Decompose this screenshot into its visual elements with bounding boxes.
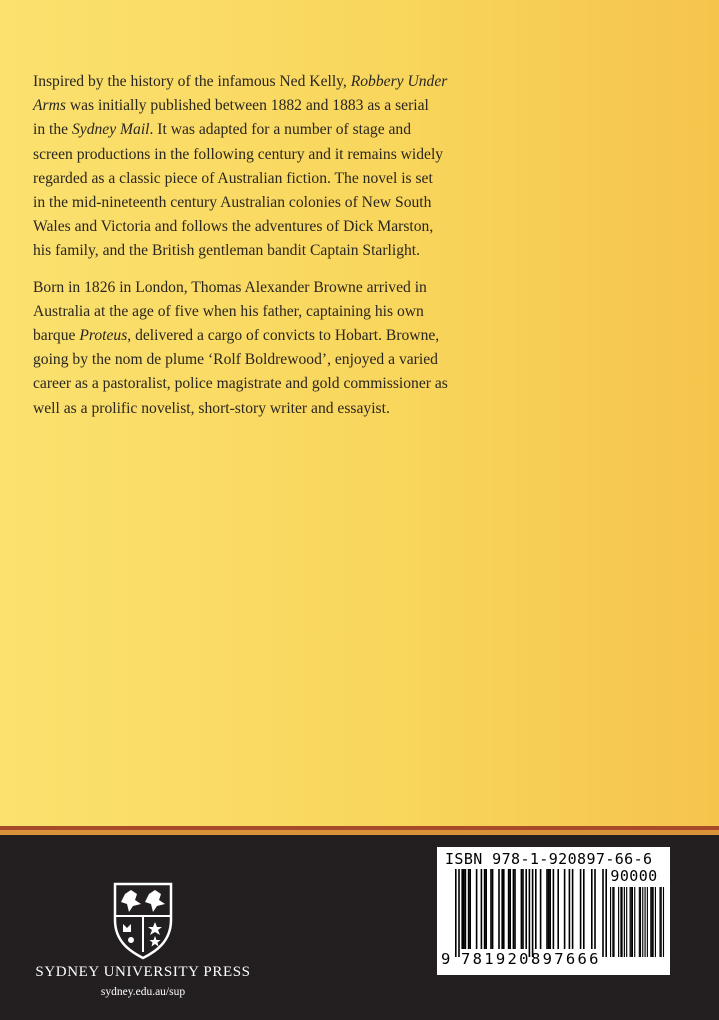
addon-bar xyxy=(624,887,625,957)
barcode-bar xyxy=(549,869,551,949)
addon-bar xyxy=(647,887,648,957)
barcode-bar xyxy=(540,869,542,949)
addon-bar xyxy=(642,887,643,957)
barcode-bar xyxy=(490,869,492,949)
publisher-url[interactable]: sydney.edu.au/sup xyxy=(100,986,186,998)
barcode-bar xyxy=(564,869,566,949)
barcode-bar xyxy=(492,869,494,949)
barcode-bar xyxy=(546,869,548,949)
italic-title: Sydney Mail xyxy=(71,121,150,139)
barcode-bar xyxy=(509,869,511,949)
addon-bar xyxy=(626,887,627,957)
barcode-bar xyxy=(508,869,510,949)
addon-bar xyxy=(653,887,654,957)
addon-bar xyxy=(650,887,651,957)
blurb-paragraph-1 xyxy=(33,70,693,264)
barcode-bar xyxy=(583,869,585,949)
addon-bar xyxy=(618,887,619,957)
blurb-line: Inspired by the history of the infamous Ned Kelly, Robbery Under xyxy=(33,73,448,90)
addon-bar xyxy=(655,887,656,957)
barcode-bar xyxy=(484,869,486,949)
blurb-line: in the mid-nineteenth century Australian colonies of New South xyxy=(33,194,432,212)
addon-bar xyxy=(631,887,632,957)
barcode-bar xyxy=(522,869,524,949)
blurb-line: Wales and Victoria and follows the adventures of Dick Marston, xyxy=(33,218,434,236)
italic-title: Arms xyxy=(33,97,66,115)
addon-bar xyxy=(634,887,635,957)
blurb-line: Born in 1826 in London, Thomas Alexander Browne arrived in xyxy=(33,278,427,296)
barcode-bar xyxy=(501,869,503,949)
blurb-line: Australia at the age of five when his father, captaining his own xyxy=(33,302,424,320)
barcode-bar xyxy=(481,869,483,949)
publisher-name: SYDNEY UNIVERSITY PRESS xyxy=(35,964,251,980)
barcode-bar xyxy=(529,869,531,957)
barcode-bar xyxy=(532,869,534,957)
barcode-bar xyxy=(513,869,515,949)
isbn-number: ISBN 978-1-920897-66-6 xyxy=(445,850,653,868)
barcode-bar xyxy=(557,869,559,949)
addon-bar xyxy=(622,887,623,957)
barcode-bar xyxy=(461,869,463,949)
barcode-bar xyxy=(525,869,527,949)
university-crest-icon xyxy=(111,880,175,960)
barcode-bar xyxy=(465,869,467,949)
addon-bar xyxy=(620,887,621,957)
blurb-line: his family, and the British gentleman bandit Captain Starlight. xyxy=(33,242,421,260)
barcode-bar xyxy=(572,869,574,949)
barcode-bar xyxy=(605,869,607,957)
ean-left-group: 781920 xyxy=(461,950,531,968)
barcode-bar xyxy=(602,869,604,957)
ean-digits xyxy=(437,950,670,972)
barcode-bar xyxy=(591,869,593,949)
ean-right-group: 897666 xyxy=(531,950,601,968)
blurb-line: in the Sydney Mail. It was adapted for a number of stage and xyxy=(33,121,412,139)
barcode-bar xyxy=(548,869,550,949)
blurb-line: career as a pastoralist, police magistrate and gold commissioner as xyxy=(33,375,448,393)
addon-bar xyxy=(613,887,614,957)
barcode-bar xyxy=(469,869,471,949)
addon-bar xyxy=(612,887,613,957)
italic-title: Robbery Under xyxy=(350,73,448,90)
barcode-bar xyxy=(535,869,537,949)
italic-title: Proteus xyxy=(79,327,128,345)
blurb-line: barque Proteus, delivered a cargo of convicts to Hobart. Browne, xyxy=(33,327,440,345)
addon-bar xyxy=(632,887,633,957)
barcode-bar xyxy=(569,869,571,949)
blurb-line: going by the nom de plume ‘Rolf Boldrewood’, enjoyed a varied xyxy=(33,351,438,369)
addon-bar xyxy=(645,887,646,957)
isbn-barcode xyxy=(437,847,670,975)
barcode-bar xyxy=(553,869,555,949)
barcode-bar xyxy=(485,869,487,949)
addon-bar xyxy=(610,887,611,957)
barcode-bar xyxy=(463,869,465,949)
barcode-bar xyxy=(476,869,478,949)
addon-bar xyxy=(659,887,660,957)
blurb-line: regarded as a classic piece of Australian fiction. The novel is set xyxy=(33,169,433,187)
back-cover-blurb xyxy=(33,70,693,433)
addon-bar xyxy=(630,887,631,957)
addon-bar xyxy=(661,887,662,957)
barcode-bar xyxy=(458,869,460,957)
barcode-bar xyxy=(580,869,582,949)
addon-bar xyxy=(639,887,640,957)
barcode-addon-digits: 90000 xyxy=(610,867,658,885)
addon-bar xyxy=(651,887,652,957)
barcode-bar xyxy=(521,869,523,949)
ean-first-digit: 9 xyxy=(441,950,451,968)
blurb-paragraph-2 xyxy=(33,276,693,421)
addon-bar xyxy=(663,887,664,957)
barcode-bar xyxy=(503,869,505,949)
barcode-bar xyxy=(455,869,457,957)
blurb-line: screen productions in the following century and it remains widely xyxy=(33,145,444,163)
barcode-bar xyxy=(594,869,596,949)
barcode-bar xyxy=(468,869,470,949)
barcode-bar xyxy=(514,869,516,949)
blurb-line: Arms was initially published between 1882 and 1883 as a serial xyxy=(33,97,429,115)
blurb-line: well as a prolific novelist, short-story writer and essayist. xyxy=(33,399,390,417)
addon-bar xyxy=(640,887,641,957)
barcode-bar xyxy=(498,869,500,949)
